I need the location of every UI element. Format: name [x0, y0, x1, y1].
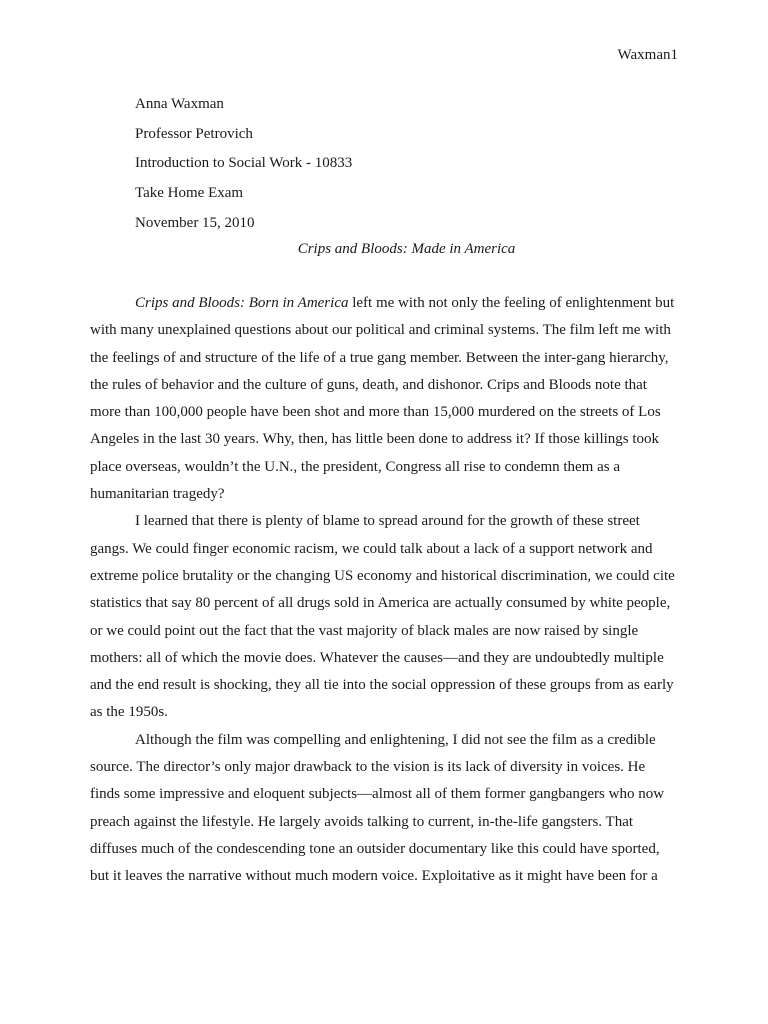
essay-title: Crips and Bloods: Made in America: [297, 241, 516, 257]
author-name: Anna Waxman: [135, 96, 224, 112]
professor-name: Professor Petrovich: [135, 125, 253, 142]
paragraph-line: but it leaves the narrative without much modern voice. Exploitative as it might have been for a: [90, 868, 658, 885]
paragraph-line: Although the film was compelling and enlightening, I did not see the film as a credible: [135, 731, 656, 748]
paragraph-line: preach against the lifestyle. He largely avoids talking to current, in-the-life gangsters. That: [90, 813, 634, 830]
paragraph-line: gangs. We could finger economic racism, we could talk about a lack of a support network and: [90, 540, 653, 557]
paragraph-line: and the end result is shocking, they all tie into the social oppression of these groups from as early: [90, 677, 674, 694]
essay-body: [90, 290, 680, 891]
paragraph-line: mothers: all of which the movie does. Whatever the causes—and they are undoubtedly multiple: [90, 649, 664, 666]
paragraph-1: [90, 290, 680, 508]
paragraph-line: diffuses much of the condescending tone an outsider documentary like this could have sported,: [90, 840, 660, 857]
paragraph-line: the rules of behavior and the culture of guns, death, and dishonor. Crips and Bloods note that: [90, 376, 647, 393]
paragraph-line: the feelings of and structure of the life of a true gang member. Between the inter-gang hierarchy,: [90, 349, 669, 366]
mla-heading: [135, 90, 685, 238]
paragraph-line: place overseas, wouldn’t the U.N., the president, Congress all rise to condemn them as a: [90, 458, 621, 475]
paragraph-2: [90, 508, 680, 726]
paragraph-line: I learned that there is plenty of blame to spread around for the growth of these street: [135, 513, 640, 530]
paragraph-line: with many unexplained questions about our political and criminal systems. The film left me with: [90, 322, 671, 339]
course-name: Introduction to Social Work - 10833: [135, 155, 353, 172]
paragraph-line: statistics that say 80 percent of all drugs sold in America are actually consumed by white people,: [90, 595, 671, 612]
paragraph-line: Angeles in the last 30 years. Why, then, has little been done to address it? If those killings took: [90, 431, 660, 448]
paragraph-line: more than 100,000 people have been shot and more than 15,000 murdered on the streets of Los: [90, 404, 661, 421]
running-head: Waxman1: [617, 47, 678, 63]
paragraph-line: finds some impressive and eloquent subjects—almost all of them former gangbangers who now: [90, 786, 665, 803]
paragraph-line: extreme police brutality or the changing US economy and historical discrimination, we could cite: [90, 567, 675, 584]
paragraph-line: as the 1950s.: [90, 704, 168, 721]
paragraph-line: [90, 290, 680, 317]
paragraph-line: source. The director’s only major drawback to the vision is its lack of diversity in voices. He: [90, 759, 646, 776]
heading-date: November 15, 2010: [135, 214, 255, 231]
paragraph-line: humanitarian tragedy?: [90, 486, 225, 503]
film-title-italic: Crips and Bloods: Born in America: [135, 295, 349, 311]
line-text: left me with not only the feeling of enlightenment but: [348, 295, 675, 311]
paragraph-line: or we could point out the fact that the vast majority of black males are now raised by single: [90, 622, 639, 639]
assignment-name: Take Home Exam: [135, 185, 244, 202]
paragraph-3: [90, 727, 680, 891]
